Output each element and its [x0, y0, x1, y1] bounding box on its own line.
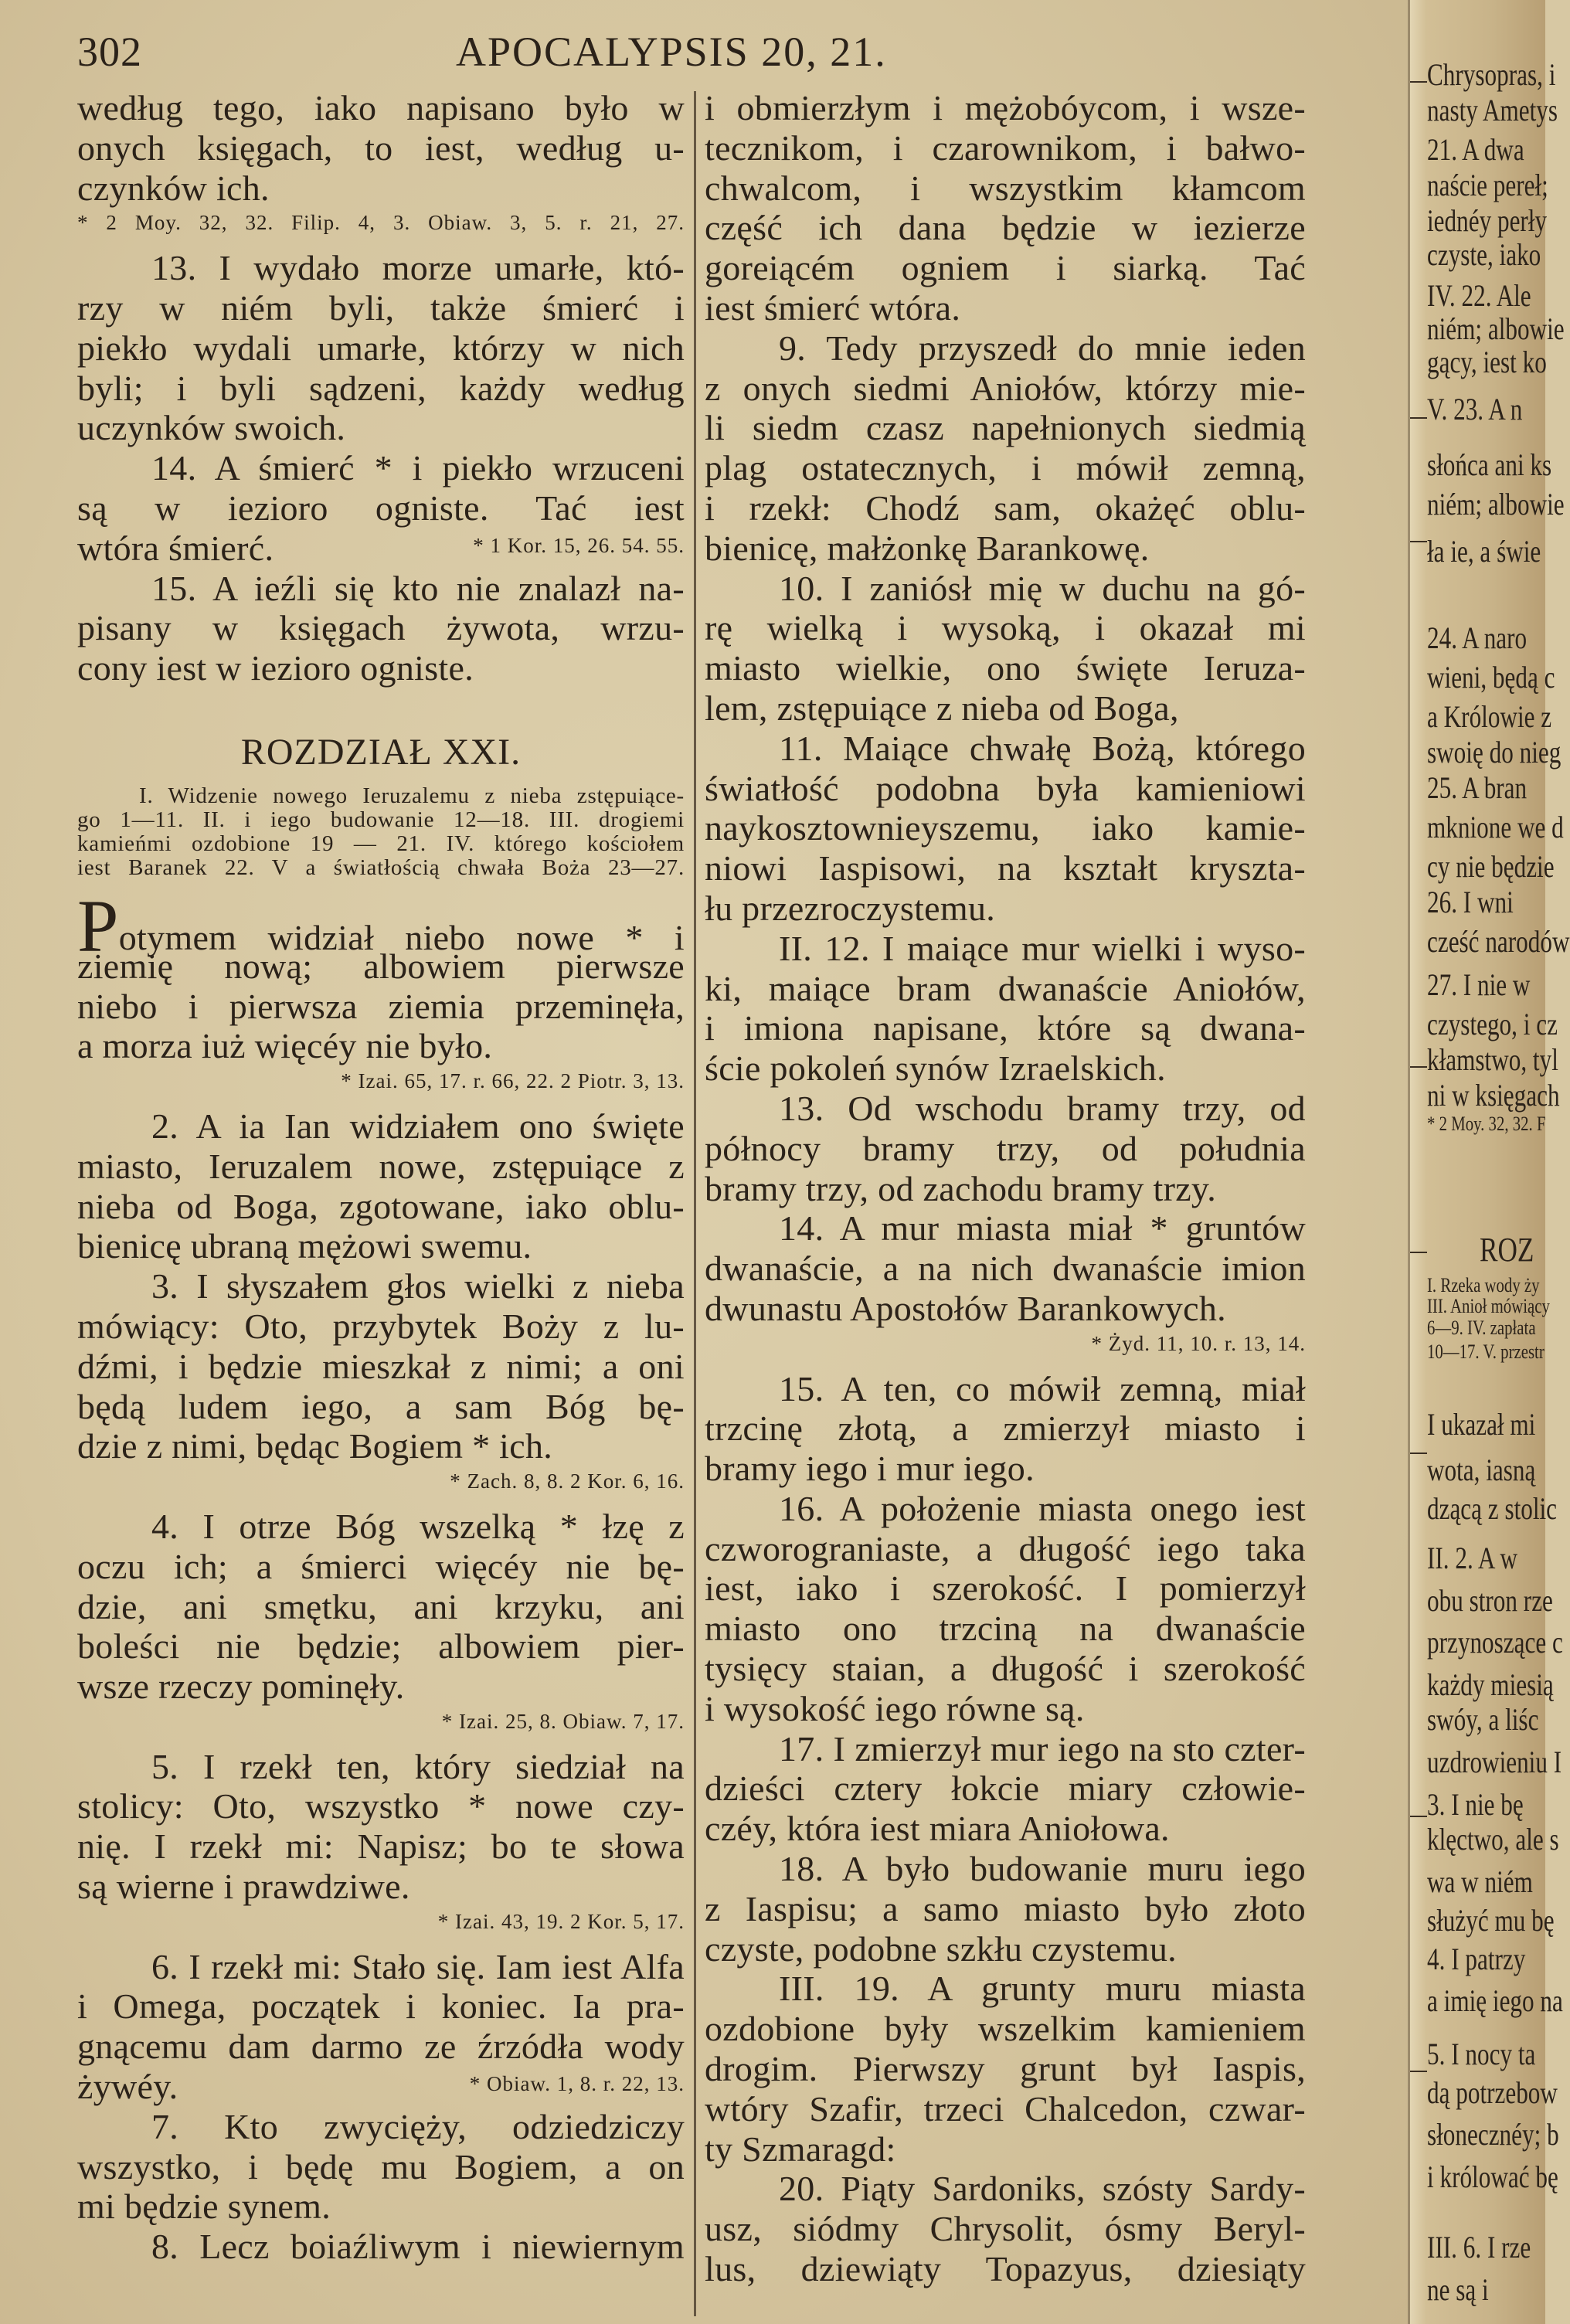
text-line: 7. Kto zwycięży, odziedziczy: [151, 2106, 685, 2146]
footnote: * 2 Moy. 32, 32. Filip. 4, 3. Obiaw. 3, 5. r. 21, 27.: [77, 211, 685, 235]
text-line: cony iest w iezioro ogniste.: [77, 648, 474, 688]
gutter-mark: [1410, 1252, 1427, 1253]
text-line: 6. I rzekł mi: Stało się. Iam iest Alfa: [151, 1946, 685, 1986]
summary-line: iest Baranek 22. V a światłością chwała Boża 23—27.: [77, 855, 685, 880]
text-line: miasto, Ieruzalem nowe, zstępuiące z: [77, 1146, 685, 1186]
text-line: czynków ich.: [77, 168, 270, 208]
text-line: czworograniaste, a długość iego taka: [705, 1528, 1306, 1568]
line-text: otymem widział niebo nowe * i: [118, 917, 685, 957]
text-line: 17. I zmierzył mur iego na sto czter-: [779, 1728, 1306, 1768]
text-line: 15. A ieźli się kto nie znalazł na-: [151, 568, 685, 608]
text-line: II. 12. I maiące mur wielki i wyso-: [779, 928, 1306, 968]
facing-page-line: 26. I wni: [1427, 885, 1514, 919]
text-line: lem, zstępuiące z nieba od Boga,: [705, 688, 1179, 728]
facing-page-line: I ukazał mi: [1427, 1407, 1536, 1442]
gutter-mark: [1410, 2071, 1427, 2072]
facing-page-line: IV. 22. Ale: [1427, 278, 1531, 313]
facing-page-edge: [1410, 0, 1570, 2324]
facing-page-line: nasty Ametys: [1427, 93, 1558, 127]
text-line: ozdobione były wszelkim kamieniem: [705, 2009, 1306, 2049]
facing-page-line: mknione we d: [1427, 810, 1564, 844]
verse-paragraph: [77, 88, 685, 208]
facing-page-line: słonecznéy; b: [1427, 2117, 1559, 2152]
facing-page-line: iednéy perły: [1427, 203, 1548, 238]
facing-page-line: przynoszące c: [1427, 1625, 1563, 1660]
facing-page-line: wa w niém: [1427, 1864, 1533, 1899]
text-line: i rzekł: Chodź sam, okażęć oblu-: [705, 488, 1306, 528]
text-line: oczu ich; a śmierci więcéy nie bę-: [77, 1546, 685, 1586]
text-line: plag ostatecznych, i mówił zemną,: [705, 448, 1306, 488]
verse-paragraph: [705, 2169, 1306, 2288]
facing-page-line: a Królowie z: [1427, 699, 1552, 734]
verse-paragraph: [77, 884, 685, 1066]
text-line: łu przezroczystemu.: [705, 888, 996, 928]
facing-page-line: II. 2. A w: [1427, 1541, 1517, 1575]
summary-line: kamieńmi ozdobione 19 — 21. IV. którego kościołem: [77, 831, 685, 856]
facing-page-line: ła ie, a świe: [1427, 534, 1541, 569]
text-line: 10. I zaniósł mię w duchu na gó-: [779, 568, 1306, 608]
drop-cap: P: [77, 884, 119, 967]
text-line: 20. Piąty Sardoniks, szósty Sardy-: [779, 2169, 1306, 2209]
text-line: bienicę, małżonkę Barankowę.: [705, 528, 1150, 568]
verse-paragraph: [77, 448, 685, 568]
summary-line: go 1—11. II. i iego budowanie 12—18. III. drogiemi: [77, 807, 685, 832]
text-line: dzie, ani smętku, ani krzyku, ani: [77, 1586, 685, 1626]
text-line: północy bramy trzy, od południa: [705, 1128, 1306, 1168]
text-line: 16. A położenie miasta onego iest: [779, 1488, 1306, 1528]
text-line: 11. Maiące chwałę Bożą, którego: [779, 728, 1306, 768]
facing-page-line: każdy miesią: [1427, 1667, 1554, 1702]
text-line: onych księgach, to iest, według u-: [77, 127, 685, 168]
text-line: ście pokoleń synów Izraelskich.: [705, 1048, 1166, 1089]
facing-page-line: Chrysopras, i: [1427, 57, 1556, 92]
facing-page-line: ne są i: [1427, 2272, 1489, 2307]
facing-page-line: klęctwo, ale s: [1427, 1822, 1559, 1857]
facing-page-line: 5. I nocy ta: [1427, 2037, 1536, 2071]
facing-page-line: 6—9. IV. zapłata: [1427, 1317, 1536, 1339]
footnote-reference: * 1 Kor. 15, 26. 54. 55.: [473, 533, 685, 557]
text-line: drogim. Pierwszy grunt był Iaspis,: [705, 2049, 1306, 2089]
text-line: tecznikom, i czarownikom, i bałwo-: [705, 127, 1306, 168]
text-line: bienicę ubraną mężowi swemu.: [77, 1226, 532, 1266]
verse-paragraph: [705, 1369, 1306, 1489]
footnote: * Żyd. 11, 10. r. 13, 14.: [1091, 1331, 1306, 1355]
text-line: czéy, która iest miara Aniołowa.: [705, 1809, 1170, 1849]
text-line: i wysokość iego równe są.: [705, 1688, 1085, 1728]
gutter-mark: [1410, 1816, 1427, 1817]
facing-page-line: III. Anioł mówiący: [1427, 1295, 1550, 1317]
text-line: będą ludem iego, a sam Bóg bę-: [77, 1386, 685, 1426]
footnote: * Izai. 65, 17. r. 66, 22. 2 Piotr. 3, 13.: [341, 1069, 685, 1093]
facing-page-line: 25. A bran: [1427, 770, 1528, 805]
text-line: pisany w księgach żywota, wrzu-: [77, 608, 685, 648]
footnote: * Zach. 8, 8. 2 Kor. 6, 16.: [450, 1469, 685, 1493]
text-line: trzcinę złotą, a zmierzył miasto i: [705, 1408, 1306, 1449]
chapter-summary: [77, 784, 685, 880]
text-line: a morza iuż więcéy nie było.: [77, 1026, 493, 1066]
facing-page-line: swóy, a liśc: [1427, 1702, 1539, 1737]
text-line: nię. I rzekł mi: Napisz; bo te słowa: [77, 1826, 685, 1867]
text-line: 14. A mur miasta miał * gruntów: [779, 1208, 1306, 1249]
text-line: dźmi, i będzie mieszkał z nimi; a oni: [77, 1346, 685, 1386]
text-line: 8. Lecz boiaźliwym i niewiernym: [151, 2227, 685, 2267]
facing-page-line: czystego, i cz: [1427, 1007, 1558, 1041]
facing-page-line: wieni, będą c: [1427, 660, 1555, 695]
text-line: bramy trzy, od zachodu bramy trzy.: [705, 1168, 1217, 1208]
text-line: III. 19. A grunty muru miasta: [779, 1969, 1306, 2009]
verse-paragraph: [77, 569, 685, 688]
text-line: gnącemu dam darmo ze źrzódła wody: [77, 2027, 685, 2067]
facing-page-line: ROZ: [1480, 1231, 1534, 1269]
text-line: bramy iego i mur iego.: [705, 1449, 1035, 1489]
text-line: są w iezioro ogniste. Tać iest: [77, 488, 685, 528]
text-line: goreiącém ogniem i siarką. Tać: [705, 248, 1306, 288]
text-line: uczynków swoich.: [77, 408, 346, 448]
text-line: ki, maiące bram dwanaście Aniołów,: [705, 968, 1306, 1008]
text-line: tysięcy staian, a długość i szerokość: [705, 1649, 1306, 1689]
facing-page-line: obu stron rze: [1427, 1583, 1553, 1618]
verse-paragraph: [705, 1849, 1306, 1969]
text-line: rę wielką i wysoką, i okazał mi: [705, 608, 1306, 648]
text-line: 14. A śmierć * i piekło wrzuceni: [151, 448, 685, 488]
facing-page-line: 21. A dwa: [1427, 132, 1524, 167]
facing-page-line: III. 6. I rze: [1427, 2230, 1531, 2265]
text-line: i imiona napisane, które są dwana-: [705, 1008, 1306, 1048]
facing-page-line: 10—17. V. przestr: [1427, 1340, 1545, 1363]
text-line: stolicy: Oto, wszystko * nowe czy-: [77, 1786, 685, 1826]
text-line: iest śmierć wtóra.: [705, 287, 961, 328]
verse-paragraph: [705, 929, 1306, 1089]
text-line: wszystko, i będę mu Bogiem, a on: [77, 2146, 685, 2186]
facing-page-line: kłamstwo, tyl: [1427, 1042, 1558, 1077]
verse-paragraph: [705, 88, 1306, 328]
facing-page-line: dą potrzebow: [1427, 2075, 1558, 2110]
verse-paragraph: [705, 1089, 1306, 1208]
text-line: piekło wydali umarłe, którzy w nich: [77, 328, 685, 368]
text-line: boleści nie będzie; albowiem pier-: [77, 1626, 685, 1667]
facing-page-line: 3. I nie bę: [1427, 1787, 1524, 1822]
column-divider: [694, 91, 696, 2316]
text-line: ty Szmaragd:: [705, 2129, 896, 2169]
text-line: mówiący: Oto, przybytek Boży z lu-: [77, 1306, 685, 1346]
text-line: część ich dana będzie w iezierze: [705, 208, 1306, 248]
text-line: [77, 528, 685, 569]
facing-page-line: naście pereł;: [1427, 168, 1548, 202]
facing-page-line: ni w księgach: [1427, 1078, 1560, 1113]
text-line: ziemię nową; albowiem pierwsze: [77, 946, 685, 986]
facing-page-line: V. 23. A n: [1427, 392, 1523, 426]
gutter-mark: [1410, 1452, 1427, 1454]
text-line: z Iaspisu; a samo miasto było złoto: [705, 1888, 1306, 1928]
facing-page-line: gący, iest ko: [1427, 345, 1547, 379]
verse-paragraph: [705, 1208, 1306, 1328]
text-line: są wierne i prawdziwe.: [77, 1867, 410, 1907]
facing-page-line: swoię do nieg: [1427, 735, 1562, 770]
verse-paragraph: [77, 1266, 685, 1466]
facing-page-line: niém; albowie: [1427, 311, 1565, 346]
facing-page-line: cy nie będzie: [1427, 849, 1555, 884]
verse-paragraph: [705, 569, 1306, 729]
facing-page-line: uzdrowieniu I: [1427, 1745, 1562, 1779]
verse-paragraph: [77, 248, 685, 448]
text-line: z onych siedmi Aniołów, którzy mie-: [705, 368, 1306, 408]
text-line: niowi Iaspisowi, na kształt kryszta-: [705, 848, 1306, 888]
facing-page-line: cześć narodów: [1427, 924, 1570, 959]
facing-page-line: 27. I nie w: [1427, 967, 1531, 1002]
text-line: 4. I otrze Bóg wszelką * łzę z: [151, 1506, 685, 1546]
text-line: li siedm czasz napełnionych siedmią: [705, 408, 1306, 448]
text-line: 18. A było budowanie muru iego: [779, 1849, 1306, 1889]
text-line: dzie z nimi, będąc Bogiem * ich.: [77, 1426, 553, 1466]
verse-paragraph: [77, 2107, 685, 2227]
text-line: usz, siódmy Chrysolit, ósmy Beryl-: [705, 2209, 1306, 2249]
line-text: żywéy.: [77, 2067, 178, 2107]
text-line: byli; i byli sądzeni, każdy według: [77, 368, 685, 408]
text-line: dwunastu Apostołów Barankowych.: [705, 1288, 1226, 1328]
facing-page-line: 24. A naro: [1427, 620, 1528, 655]
facing-page-line: służyć mu bę: [1427, 1903, 1555, 1938]
text-line: wtóry Szafir, trzeci Chalcedon, czwar-: [705, 2088, 1306, 2129]
facing-page-line: 4. I patrzy: [1427, 1942, 1526, 1976]
text-line: 9. Tedy przyszedł do mnie ieden: [779, 328, 1306, 368]
text-line: 3. I słyszałem głos wielki z nieba: [151, 1266, 685, 1306]
verse-paragraph: [77, 1747, 685, 1907]
footnote: * Izai. 43, 19. 2 Kor. 5, 17.: [437, 1909, 685, 1933]
text-line: lus, dziewiąty Topazyus, dziesiąty: [705, 2249, 1306, 2289]
text-line: 2. A ia Ian widziałem ono święte: [151, 1106, 685, 1146]
verse-paragraph: [77, 1106, 685, 1266]
text-line: dzieści cztery łokcie miary człowie-: [705, 1768, 1306, 1809]
facing-page-line: dzącą z stolic: [1427, 1491, 1558, 1526]
verse-paragraph: [77, 2227, 685, 2267]
facing-page-line: słońca ani ks: [1427, 447, 1552, 482]
page-number: 302: [77, 29, 142, 75]
text-line: 15. A ten, co mówił zemną, miał: [779, 1368, 1306, 1408]
facing-page-line: i królować bę: [1427, 2159, 1558, 2194]
facing-page-line: a imię iego na: [1427, 1983, 1563, 2018]
gutter-mark: [1410, 81, 1427, 83]
text-line: 5. I rzekł ten, który siedział na: [151, 1746, 685, 1786]
summary-line: I. Widzenie nowego Ieruzalemu z nieba zstępuiące-: [139, 783, 685, 808]
verse-paragraph: [705, 1729, 1306, 1849]
text-line: naykosztownieyszemu, iako kamie-: [705, 808, 1306, 848]
facing-page-line: * 2 Moy. 32, 32. F: [1427, 1113, 1546, 1135]
gutter-mark: [1410, 417, 1427, 419]
verse-paragraph: [77, 1507, 685, 1707]
running-title: APOCALYPSIS 20, 21.: [456, 29, 887, 75]
text-line: chwalcom, i wszystkim kłamcom: [705, 168, 1306, 208]
text-line: i Omega, początek i koniec. Ia pra-: [77, 1986, 685, 2027]
text-line: według tego, iako napisano było w: [77, 88, 685, 127]
gutter-mark: [1410, 541, 1427, 542]
text-line: miasto wielkie, ono święte Ieruza-: [705, 648, 1306, 688]
text-line: niebo i pierwsza ziemia przeminęła,: [77, 986, 685, 1026]
text-line: iest, iako i szerokość. I pomierzył: [705, 1568, 1306, 1609]
text-line: wsze rzeczy pominęły.: [77, 1667, 405, 1707]
facing-page-line: I. Rzeka wody ży: [1427, 1274, 1540, 1296]
verse-paragraph: [77, 1947, 685, 2107]
verse-paragraph: [705, 1489, 1306, 1729]
text-line: 13. I wydało morze umarłe, któ-: [151, 248, 685, 288]
facing-page-line: niém; albowie: [1427, 487, 1565, 522]
line-text: wtóra śmierć.: [77, 528, 274, 568]
text-line: czyste, podobne szkłu czystemu.: [705, 1928, 1177, 1969]
text-line: nieba od Boga, zgotowane, iako oblu-: [77, 1186, 685, 1226]
text-line: i obmierzłym i mężobóycom, i wsze-: [705, 88, 1306, 127]
right-column: [705, 88, 1306, 2289]
text-line: [77, 2067, 685, 2107]
footnote: * Izai. 25, 8. Obiaw. 7, 17.: [441, 1709, 685, 1733]
left-column: [77, 88, 685, 2267]
text-line: mi będzie synem.: [77, 2186, 331, 2227]
text-line: miasto ono trzciną na dwanaście: [705, 1609, 1306, 1649]
text-line: dwanaście, a na nich dwanaście imion: [705, 1249, 1306, 1289]
footnote-reference: * Obiaw. 1, 8. r. 22, 13.: [469, 2072, 685, 2096]
verse-paragraph: [705, 328, 1306, 569]
facing-page-line: czyste, iako: [1427, 237, 1541, 272]
text-line: światłość podobna była kamieniowi: [705, 768, 1306, 808]
text-line: rzy w niém byli, także śmierć i: [77, 287, 685, 328]
text-line: 13. Od wschodu bramy trzy, od: [779, 1088, 1306, 1128]
verse-paragraph: [705, 1969, 1306, 2169]
verse-paragraph: [705, 729, 1306, 929]
facing-page-line: wota, iasną: [1427, 1452, 1536, 1487]
chapter-heading: ROZDZIAŁ XXI.: [240, 731, 522, 773]
gutter-mark: [1410, 1066, 1427, 1068]
